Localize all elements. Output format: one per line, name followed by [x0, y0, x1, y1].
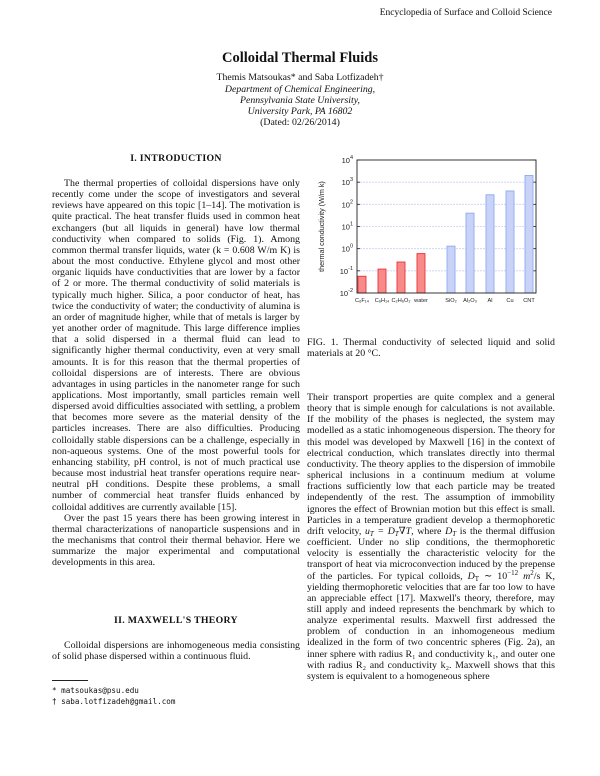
paper-title: Colloidal Thermal Fluids — [221, 50, 379, 66]
text: , yielding thermophoretic velocities that are far too low to have an appreciable effect [17]. Maxwell's theory, therefore, may still apply and indeed represents the benchmark by which to analyze experimental results. Maxwell first addressed the problem of conduction in an inhomogeneous medium idealized in the form of two concentric spheres (Fig. 2a), an inner sphere with radius R₁ and conductivity k₁, and outer one with radius R₂ and conductivity k₂. Maxwell shows that this system is equivalent to a homogeneous sphere — [307, 570, 555, 682]
paragraph — [307, 392, 555, 682]
maxwell-text-continued — [307, 392, 555, 682]
math-dt-value — [467, 568, 553, 583]
footnote-email[interactable]: † saba.lotfizadeh@gmail.com — [52, 696, 176, 706]
text: u — [364, 525, 370, 537]
footnote-rule — [52, 680, 88, 681]
footnote-email[interactable]: * matsoukas@psu.edu — [52, 686, 139, 695]
y-tick-exponent: 1 — [349, 221, 353, 228]
affiliation-line: University Park, PA 16802 — [247, 106, 353, 118]
bar-0 — [358, 276, 366, 293]
figure-caption — [307, 337, 555, 359]
y-tick-exponent: 2 — [349, 199, 353, 206]
text: 2 — [530, 568, 534, 577]
introduction-text — [52, 178, 300, 568]
text: is the thermal diffusion coefficient. Under no slip conditions, the thermophoretic velocity is essentially the characteristic velocity for the transport of heat via microconvection induced by the prepense of the particles. For typical colloids, — [307, 525, 555, 582]
text: Their transport properties are quite complex and a general theory that is simple enough for calculations is not available. If the mobility of the phases is neglected, the system may modelled as a static inhomogeneous dispersion. The theory for this model was developed by Maxwell [16] in the context of electrical conduction, which translates directly into thermal conductivity. The theory applies to the dispersion of immobile spherical inclusions in a continuum medium at volume fractions sufficiently low that each particle may be treated independently of the rest. The assumption of immobility ignores the effect of Brownian motion but this effect is small. Particles in a temperature gradient develop a thermophoretic drift velocity, — [307, 392, 555, 537]
y-axis-label: thermal conductivity (W/m k) — [317, 181, 326, 272]
x-tick-label: Al — [487, 298, 493, 304]
text: T — [394, 529, 399, 538]
text: , where — [411, 525, 446, 537]
text: T — [474, 574, 480, 583]
y-tick-exponent: -1 — [348, 265, 353, 272]
x-tick-label: CNT — [523, 298, 535, 304]
bar-1 — [378, 269, 386, 293]
bar-2 — [397, 262, 405, 293]
y-tick-label: $10^{-2}$ — [339, 288, 353, 298]
y-tick-exponent: 3 — [349, 177, 353, 184]
affiliation-line: Department of Chemical Engineering, — [224, 84, 376, 95]
authors: Themis Matsoukas* and Saba Lotfizadeh† — [216, 72, 384, 83]
text: D — [445, 525, 453, 537]
affiliation-line: Pennsylvania State University, — [240, 95, 360, 107]
x-tick-label: water — [414, 298, 428, 304]
text: ∇T — [398, 525, 412, 537]
y-tick-exponent: 4 — [349, 155, 353, 161]
x-tick-label: SiO₂ — [445, 298, 457, 304]
bar-7 — [506, 191, 514, 293]
y-tick-label: $10^0$ — [341, 243, 353, 254]
bar-4 — [447, 246, 455, 293]
dated: (Dated: 02/26/2014) — [260, 117, 340, 128]
caption-text: FIG. 1. Thermal conductivity of selected liquid and solid materials at 20 °C. — [307, 337, 555, 360]
running-head: Encyclopedia of Surface and Colloid Science — [379, 8, 552, 18]
paragraph: Colloidal dispersions are inhomogeneous media consisting of solid phase dispersed within a continuous fluid. — [52, 640, 300, 663]
maxwell-text — [52, 640, 300, 662]
thermal-conductivity-chart — [300, 145, 550, 325]
paragraph: Over the past 15 years there has been growing interest in thermal characterizations of nanoparticle suspensions and in the mechanisms that control their thermal behavior. Here we summarize the major experimental and computational developments in this area. — [52, 512, 300, 569]
affiliation — [0, 84, 600, 118]
x-tick-label: Al₂O₃ — [463, 298, 477, 304]
y-tick-exponent: -2 — [348, 288, 353, 294]
bar-5 — [466, 213, 474, 293]
y-tick-exponent: 0 — [349, 243, 353, 250]
text: D — [467, 570, 475, 582]
text: T — [452, 529, 457, 538]
text: ∼ 10 — [479, 570, 508, 582]
math-dt — [445, 526, 456, 537]
bar-3 — [417, 254, 425, 293]
paragraph: The thermal properties of colloidal dispersions have only recently come under the scope of investigators and several reviews have appeared on this topic [1–14]. The motivation is quite practical. The heat transfer fluids used in common heat exchangers (but all liquids in general) have low thermal conductivity when compared to solids (Fig. 1). Among common thermal transfer liquids, water (k = 0.608 W/m K) is about the most conductive. Ethylene glycol and most other organic liquids have conductivities that are lower by a factor of 2 or more. The thermal conductivity of solid materials is typically much higher. Silica, a poor conductor of heat, has twice the conductivity of water; the conductivity of alumina is an order of magnitude higher, while that of metals is larger by yet another order of magnitude. This large difference implies that a solid dispersed in a thermal fluid can lead to significantly higher thermal conductivity, even at very small amounts. It is for this reason that the thermal properties of colloidal dispersions are of interests. There are obvious advantages in using particles in the nanometer range for such applications. Most importantly, small particles remain well dispersed avoid difficulties associated with settling, a problem that becomes more severe as the material density of the particles increases. There are also difficulties. Producing colloidally stable dispersions can be a challenge, especially in non-aqueous systems. One of the most powerful tools for enhancing stability, pH control, is not of much practical use because most industrial heat transfer operations require near-neutral pH conditions. Despite these problems, a small number of commercial heat transfer fluids enhanced by colloidal additives are currently available [15]. — [52, 178, 300, 513]
bar-6 — [486, 195, 494, 293]
bar-8 — [525, 175, 533, 293]
math-velocity — [365, 526, 411, 537]
section-heading-maxwell: II. MAXWELL'S THEORY — [114, 615, 238, 626]
x-tick-label: C₆F₁₄ — [355, 298, 369, 304]
y-tick-label: $10^{-1}$ — [339, 265, 353, 276]
y-tick-label: $10^4$ — [341, 155, 353, 165]
y-tick-label: $10^1$ — [341, 221, 353, 232]
text: m — [518, 570, 531, 582]
x-tick-label: C₆H₁₄ — [374, 298, 390, 304]
text: /s K — [533, 570, 553, 582]
y-tick-label: $10^2$ — [341, 199, 353, 210]
x-tick-label: C₂H₆O₂ — [391, 298, 411, 304]
section-heading-introduction: I. INTRODUCTION — [130, 153, 222, 164]
text: −12 — [507, 568, 519, 577]
text: T — [369, 529, 374, 538]
y-tick-label: $10^3$ — [341, 177, 353, 188]
footnotes — [52, 686, 175, 707]
x-tick-label: Cu — [506, 298, 514, 304]
text: = D — [373, 525, 395, 537]
